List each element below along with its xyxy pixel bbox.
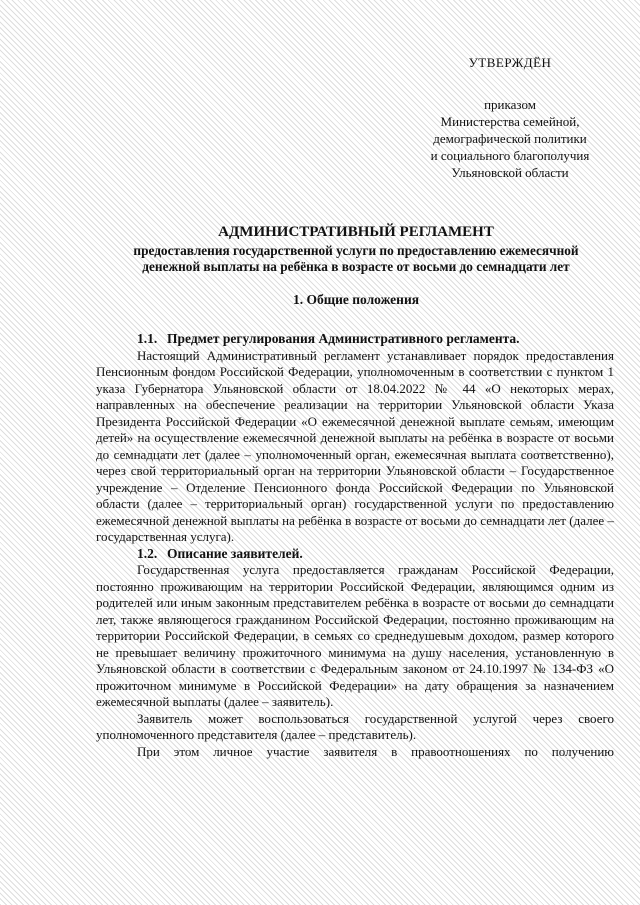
document-title xyxy=(106,224,606,276)
paragraph: Государственная услуга предоставляется гражданам Российской Федерации, постоянно проживающим на территории Российской Федерации, являющимся одним из родителей или иным законным представителем ребёнка в возрасте от восьми до семнадцати лет, также являющегося гражданином Российской Федерации, постоянно проживающим на территории Российской Федерации, в семьях со среднедушевым доходом, размер которого не превышает величину прожиточного минимума на душу населения, установленную в Ульяновской области в соответствии с Федеральным законом от 24.10.1997 № 134-ФЗ «О прожиточном минимуме в Российской Федерации» на дату обращения за назначением ежемесячной выплаты (далее – заявитель). xyxy=(96,562,614,709)
approval-stamp xyxy=(412,54,608,181)
approval-line: и социального благополучия xyxy=(430,148,590,163)
subsection-number: 1.2. xyxy=(137,545,158,561)
approval-line: Ульяновской области xyxy=(451,165,569,180)
approval-line: демографической политики xyxy=(433,131,587,146)
subsection-title: Предмет регулирования Административного регламента. xyxy=(167,331,520,346)
subsection-title: Описание заявителей. xyxy=(167,545,303,561)
subsection-heading xyxy=(96,546,614,563)
approval-heading: УТВЕРЖДЁН xyxy=(468,55,552,70)
approval-line: приказом xyxy=(484,97,536,112)
document-subtitle: предоставления государственной услуги по предоставлению ежемесячной денежной выплаты на ребёнка в возрасте от восьми до семнадцати лет xyxy=(133,242,579,274)
subsection-number: 1.1. xyxy=(137,331,158,346)
paragraph: Настоящий Административный регламент устанавливает порядок предоставления Пенсионным фондом Российской Федерации, уполномоченным в соответствии с пунктом 1 указа Губернатора Ульяновской области от 18.04.2022 № 44 «О некоторых мерах, направленных на обеспечение реализации на территории Ульяновской области Указа Президента Российской Федерации «О ежемесячной денежной выплате семьям, имеющим детей» на осуществление ежемесячной денежной выплаты на ребёнка в возрасте от восьми до семнадцати лет (далее – уполномоченный орган, ежемесячная выплата соответственно), через свой территориальный орган на территории Ульяновской области – Государственное учреждение – Отделение Пенсионного фонда Российской Федерации по Ульяновской области (далее – территориальный орган) государственной услуги по предоставлению ежемесячной денежной выплаты на ребёнка в возрасте от восьми до семнадцати лет (далее – государственная услуга). xyxy=(96,347,614,544)
paragraph: Заявитель может воспользоваться государственной услугой через своего уполномоченного представителя (далее – представитель). xyxy=(96,710,614,742)
document-body xyxy=(96,331,614,760)
subsection-heading xyxy=(96,331,614,348)
approval-line: Министерства семейной, xyxy=(440,114,580,129)
document-title-main: АДМИНИСТРАТИВНЫЙ РЕГЛАМЕНТ xyxy=(218,224,494,240)
paragraph: При этом личное участие заявителя в правоотношениях по получению xyxy=(137,743,614,759)
section-heading: 1. Общие положения xyxy=(292,292,420,307)
